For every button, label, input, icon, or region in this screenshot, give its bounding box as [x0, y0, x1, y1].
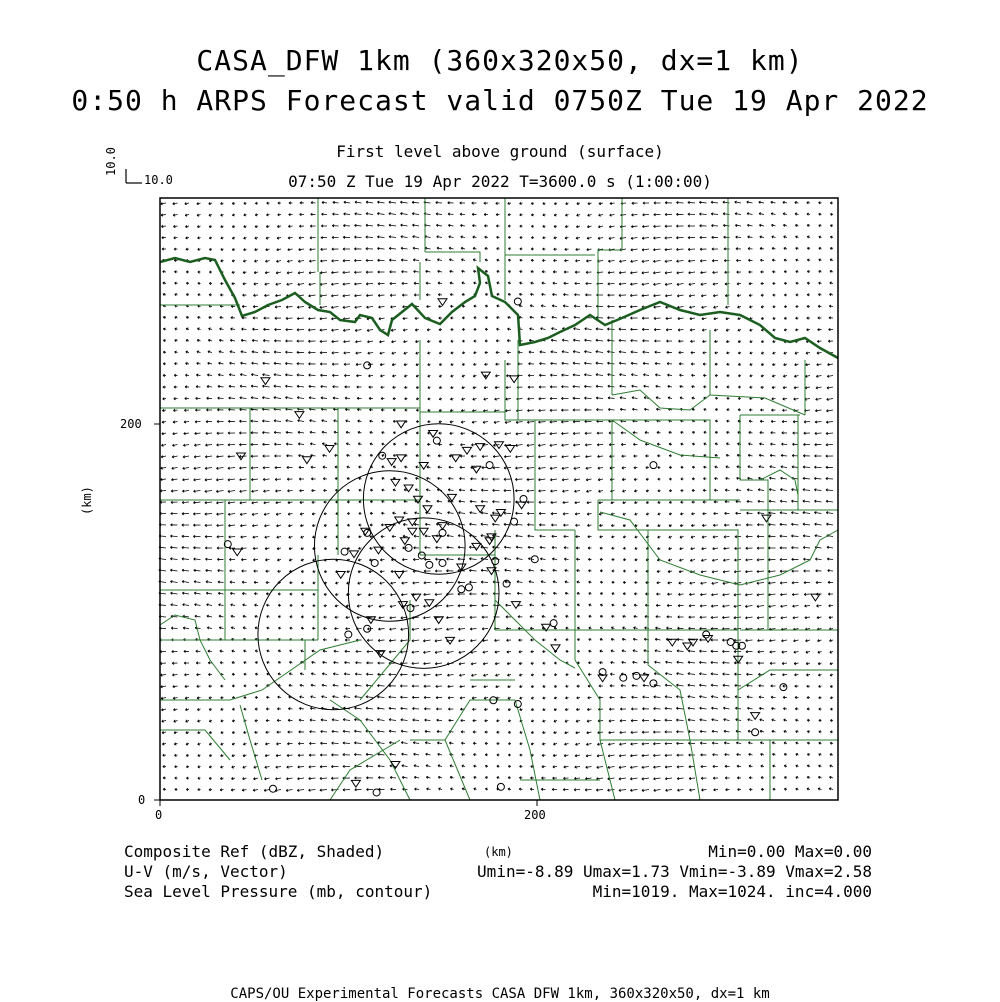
x-axis-ticks — [160, 800, 537, 806]
county-boundaries — [160, 198, 838, 800]
station-triangle — [472, 543, 481, 550]
station-circle — [458, 586, 465, 593]
station-circle — [486, 462, 493, 469]
station-triangle — [391, 479, 400, 486]
level-label: First level above ground (surface) — [336, 142, 664, 161]
station-circle — [439, 559, 446, 566]
legend-field2-name: U-V (m/s, Vector) — [124, 862, 288, 881]
county-line — [740, 415, 768, 510]
station-triangle — [261, 378, 270, 385]
county-line — [690, 690, 738, 740]
county-line — [445, 700, 515, 740]
legend-field3-name: Sea Level Pressure (mb, contour) — [124, 882, 433, 901]
station-triangle — [397, 421, 406, 428]
county-line — [768, 510, 838, 630]
station-triangle — [233, 549, 242, 556]
y-tick-label-200: 200 — [120, 417, 142, 431]
vector-key-y-label: 10.0 — [104, 147, 118, 176]
station-triangle — [295, 412, 304, 419]
station-triangle — [476, 506, 485, 513]
county-line — [710, 395, 805, 415]
county-line — [330, 700, 410, 800]
station-circle — [550, 620, 557, 627]
county-line — [648, 530, 738, 630]
county-line — [505, 360, 535, 420]
county-line — [160, 730, 230, 760]
station-triangle — [704, 636, 713, 643]
station-circle — [514, 701, 521, 708]
station-triangle — [668, 639, 677, 646]
station-circle — [620, 674, 627, 681]
border-line — [160, 615, 225, 680]
station-triangle — [400, 538, 409, 545]
radar-ring — [314, 471, 465, 622]
plot-title-line2: 0:50 h ARPS Forecast valid 0750Z Tue 19 Apr 2022 — [71, 84, 929, 117]
station-triangle — [408, 528, 417, 535]
county-line — [648, 665, 690, 740]
valid-time-label: 07:50 Z Tue 19 Apr 2022 T=3600.0 s (1:00:00) — [288, 172, 712, 191]
border-line — [760, 470, 798, 495]
radar-ring — [258, 559, 409, 710]
station-triangle — [395, 572, 404, 579]
station-triangle — [429, 430, 438, 437]
station-circle — [465, 584, 472, 591]
legend-field1-name: Composite Ref (dBZ, Shaded) — [124, 842, 385, 861]
station-circle — [752, 729, 759, 736]
station-circle — [650, 462, 657, 469]
county-line — [575, 630, 648, 665]
vector-key — [126, 169, 142, 183]
station-triangle — [419, 462, 428, 469]
county-line — [420, 340, 505, 420]
station-triangle — [351, 780, 360, 787]
vector-key-x-label: 10.0 — [144, 173, 173, 187]
county-line — [515, 700, 540, 800]
county-line — [495, 630, 575, 660]
station-circle — [433, 437, 440, 444]
station-triangle — [438, 523, 447, 530]
county-line — [262, 640, 360, 690]
station-circle — [633, 672, 640, 679]
county-line — [598, 500, 648, 630]
radar-ring — [348, 518, 499, 669]
station-triangle — [683, 643, 692, 650]
legend-field1-stats: Min=0.00 Max=0.00 — [708, 842, 872, 861]
station-circle — [780, 684, 787, 691]
station-triangle — [302, 457, 311, 464]
county-line — [160, 640, 305, 670]
station-circle — [439, 529, 446, 536]
legend-field2-stats: Umin=-8.89 Umax=1.73 Vmin=-3.89 Vmax=2.58 — [477, 862, 872, 881]
station-circle — [426, 561, 433, 568]
station-circle — [514, 298, 521, 305]
station-circle — [497, 783, 504, 790]
county-line — [330, 740, 400, 800]
county-line — [240, 705, 262, 780]
county-line — [598, 198, 622, 320]
x-axis-unit: (km) — [484, 845, 513, 859]
x-tick-label-0: 0 — [155, 808, 163, 822]
border-line — [495, 600, 575, 668]
county-line — [410, 740, 470, 800]
station-circle — [341, 548, 348, 555]
station-circle — [650, 680, 657, 687]
station-triangle — [438, 299, 447, 306]
radar-ring — [363, 424, 514, 575]
x-tick-label-200: 200 — [524, 808, 546, 822]
station-triangle — [397, 455, 406, 462]
station-triangle — [811, 594, 820, 601]
station-triangle — [506, 446, 515, 453]
red-river-boundary — [160, 258, 838, 358]
footer-credit: CAPS/OU Experimental Forecasts CASA DFW 1km, 360x320x50, dx=1 km — [230, 986, 770, 1002]
station-circle — [373, 789, 380, 796]
county-line — [612, 390, 710, 410]
station-circle — [345, 631, 352, 638]
plot-frame — [160, 198, 838, 800]
county-line — [160, 690, 262, 700]
plot-title-line1: CASA_DFW 1km (360x320x50, dx=1 km) — [196, 44, 804, 77]
legend-field3-stats: Min=1019. Max=1024. inc=4.000 — [592, 882, 872, 901]
station-markers — [224, 298, 820, 796]
station-triangle — [762, 515, 771, 522]
station-circle — [371, 559, 378, 566]
station-triangle — [491, 515, 500, 522]
county-line — [505, 198, 595, 255]
station-triangle — [325, 446, 334, 453]
station-triangle — [517, 502, 526, 509]
y-axis-ticks — [154, 424, 160, 800]
station-triangle — [640, 675, 649, 682]
y-tick-label-0: 0 — [138, 793, 146, 807]
station-triangle — [462, 447, 471, 454]
county-line — [160, 500, 225, 590]
station-circle — [270, 785, 277, 792]
station-circle — [703, 631, 710, 638]
station-triangle — [510, 376, 519, 383]
y-axis-unit: (km) — [80, 486, 94, 515]
station-triangle — [419, 528, 428, 535]
county-line — [612, 420, 710, 500]
station-triangle — [751, 713, 760, 720]
station-triangle — [387, 459, 396, 466]
station-circle — [511, 518, 518, 525]
county-line — [738, 670, 838, 690]
border-line — [612, 420, 720, 458]
